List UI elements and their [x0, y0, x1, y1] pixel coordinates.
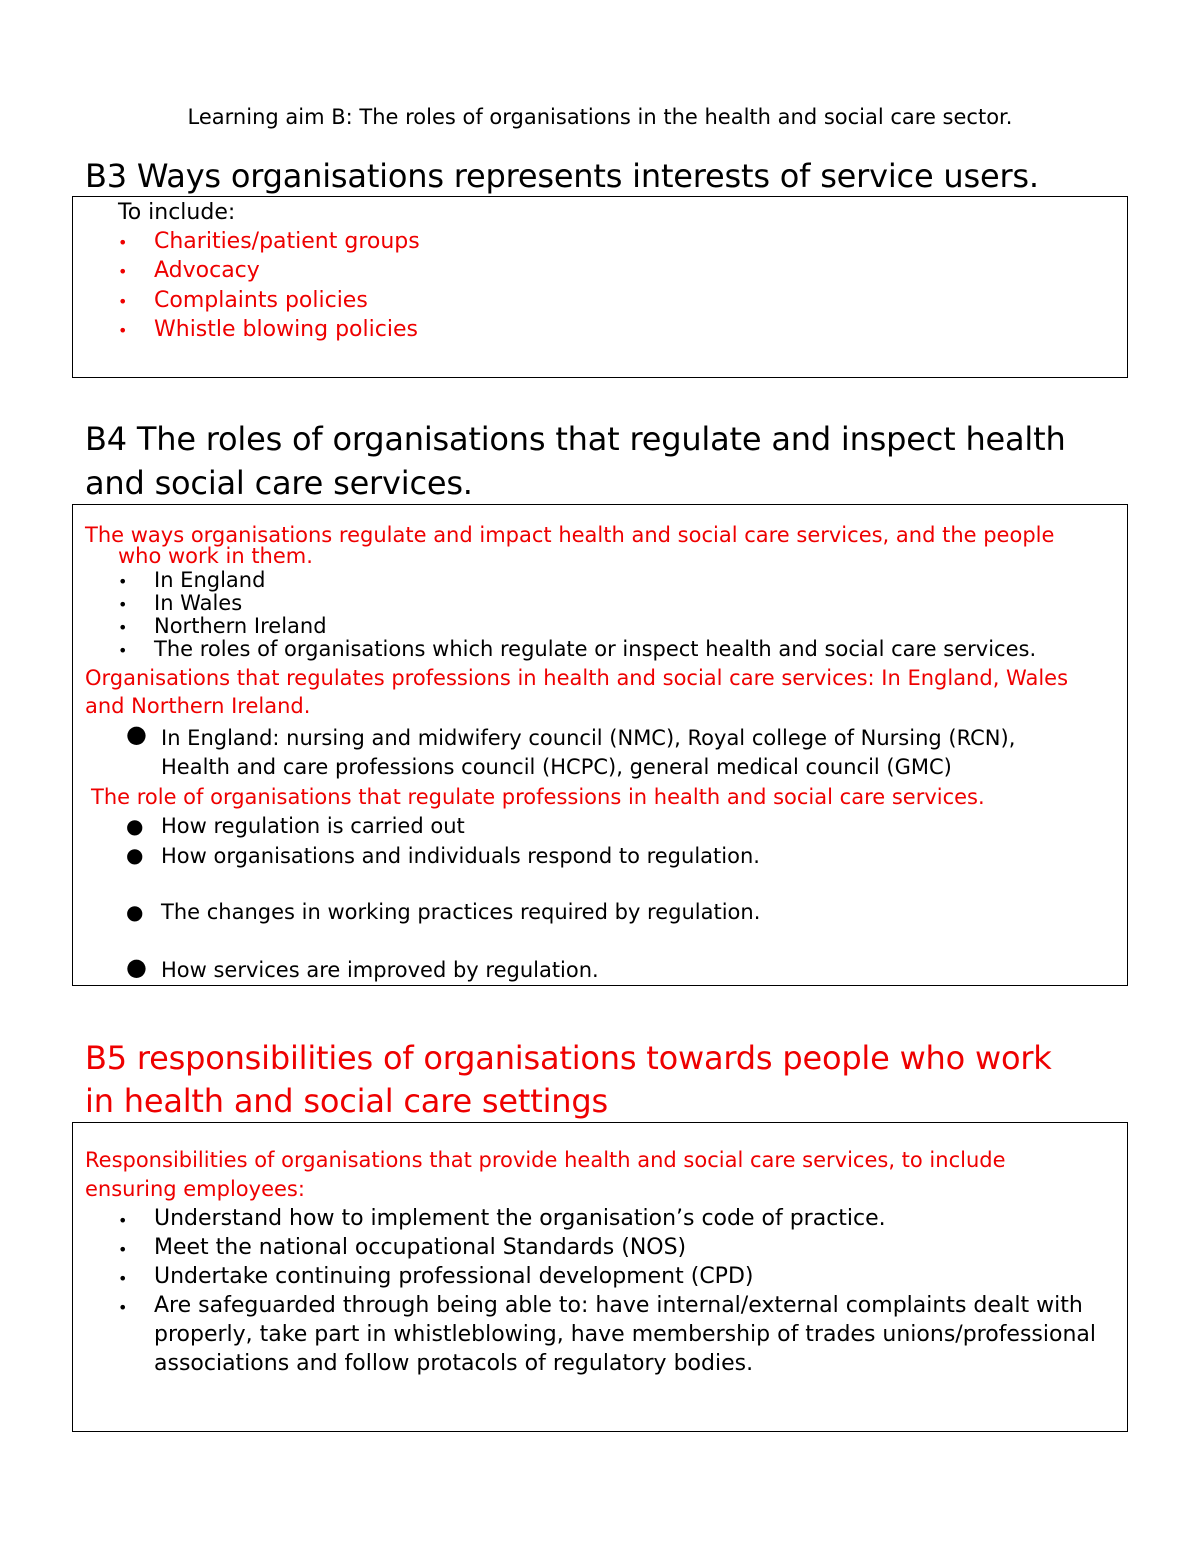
- bullet-icon: ●: [126, 814, 144, 838]
- bullet-icon: •: [118, 572, 128, 591]
- b4-heading-line2: and social care services.: [85, 464, 473, 502]
- list-item: How regulation is carried out: [161, 814, 465, 838]
- b4-role-heading: The role of organisations that regulate professions in health and social care services.: [91, 785, 985, 809]
- bullet-icon: •: [118, 1240, 128, 1259]
- bullet-icon: •: [118, 233, 128, 252]
- bullet-icon: ●: [126, 720, 147, 748]
- b4-ways-line1: The ways organisations regulate and impact health and social care services, and the people: [85, 523, 1055, 547]
- bullet-icon: •: [118, 321, 128, 340]
- bullet-icon: •: [118, 262, 128, 281]
- list-item: Whistle blowing policies: [154, 317, 418, 342]
- list-item: Advocacy: [154, 258, 260, 283]
- bullet-icon: ●: [126, 900, 144, 924]
- bullet-icon: •: [118, 1211, 128, 1230]
- list-item: The roles of organisations which regulate or inspect health and social care services.: [154, 637, 1037, 661]
- list-item: The changes in working practices required by regulation.: [161, 900, 761, 924]
- learning-aim-title: Learning aim B: The roles of organisations in the health and social care sector.: [187, 105, 1013, 129]
- bullet-icon: •: [118, 292, 128, 311]
- b3-heading: B3 Ways organisations represents interests of service users.: [85, 157, 1039, 195]
- b5-heading-line1: B5 responsibilities of organisations towards people who work: [85, 1039, 1052, 1077]
- bullet-icon: •: [118, 1269, 128, 1288]
- bullet-icon: •: [118, 595, 128, 614]
- list-item: Complaints policies: [154, 288, 368, 313]
- b5-safeguard-line2: properly, take part in whistleblowing, have membership of trades unions/professional: [154, 1322, 1096, 1347]
- b4-professions-line2: and Northern Ireland.: [85, 694, 311, 718]
- b4-professions-line1: Organisations that regulates professions in health and social care services: In England, Wales: [85, 666, 1069, 690]
- list-item: Undertake continuing professional development (CPD): [154, 1264, 754, 1289]
- b5-resp-line1: Responsibilities of organisations that provide health and social care services, to include: [85, 1148, 1006, 1172]
- b5-resp-line2: ensuring employees:: [85, 1177, 305, 1201]
- bullet-icon: ●: [126, 953, 147, 981]
- list-item: How organisations and individuals respond to regulation.: [161, 844, 760, 868]
- bullet-icon: ●: [126, 843, 144, 867]
- b4-england-line1: In England: nursing and midwifery council (NMC), Royal college of Nursing (RCN),: [161, 726, 1016, 750]
- list-item: How services are improved by regulation.: [161, 958, 599, 982]
- b3-include-label: To include:: [118, 200, 236, 225]
- list-item: Understand how to implement the organisation’s code of practice.: [154, 1206, 886, 1231]
- list-item: In England: [154, 568, 266, 592]
- b4-england-line2: Health and care professions council (HCPC), general medical council (GMC): [161, 755, 952, 779]
- list-item: Charities/patient groups: [154, 229, 420, 254]
- bullet-icon: •: [118, 1298, 128, 1317]
- b4-ways-line2: who work in them.: [118, 544, 313, 568]
- list-item: In Wales: [154, 591, 243, 615]
- list-item: Meet the national occupational Standards (NOS): [154, 1235, 687, 1260]
- bullet-icon: •: [118, 641, 128, 660]
- b5-safeguard-line1: Are safeguarded through being able to: have internal/external complaints dealt with: [154, 1293, 1083, 1318]
- bullet-icon: •: [118, 618, 128, 637]
- b5-safeguard-line3: associations and follow protacols of regulatory bodies.: [154, 1351, 754, 1376]
- list-item: Northern Ireland: [154, 614, 327, 638]
- b5-heading-line2: in health and social care settings: [85, 1082, 608, 1120]
- b4-heading-line1: B4 The roles of organisations that regulate and inspect health: [85, 420, 1066, 458]
